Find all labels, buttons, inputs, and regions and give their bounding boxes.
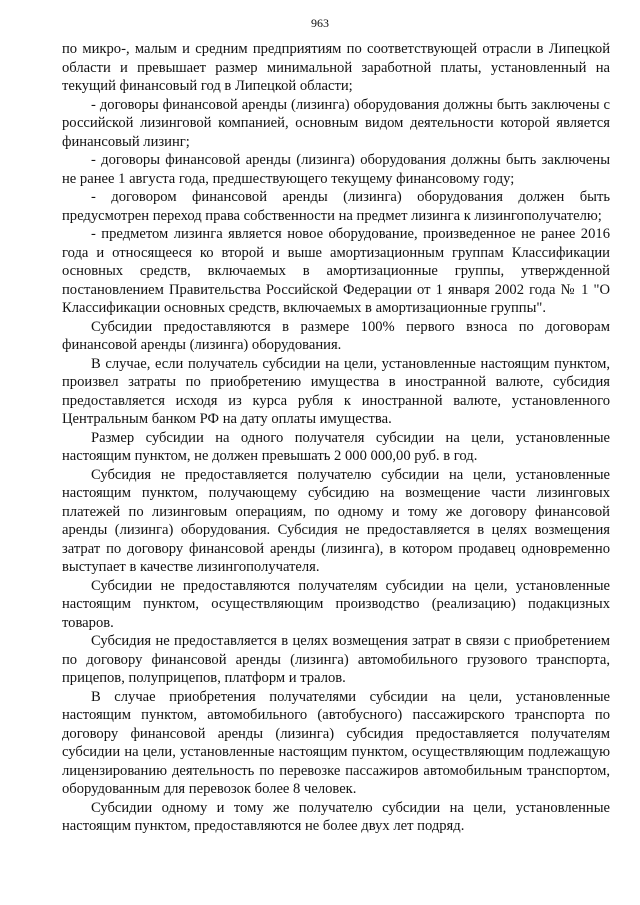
paragraph-max-amount: Размер субсидии на одного получателя субсидии на цели, установленные настоящим пунктом, не должен превышать 2 000 000,00 руб. в год. (62, 429, 610, 464)
paragraph-continuation: по микро-, малым и средним предприятиям по соответствующей отрасли в Липецкой области и превышает размер минимальной заработной платы, установленный на текущий финансовый год в Липецкой области; (62, 41, 610, 94)
paragraph-passenger-transport: В случае приобретения получателями субсидии на цели, установленные настоящим пунктом, автомобильного (автобусного) пассажирского транспорта по договору финансовой аренды (лизинга) субсидия предоставляется получателям субсидии на цели, установленные настоящим пунктом, осуществляющим подлежащую лицензированию деятельность по перевозке пассажиров автомобильным транспортом, оборудованным для перевозок более 8 человек. (62, 688, 610, 797)
list-item-contract-date: - договоры финансовой аренды (лизинга) оборудования должны быть заключены не ранее 1 августа года, предшествующего текущему финансовому году; (62, 152, 610, 187)
list-item-ownership-transfer: - договором финансовой аренды (лизинга) оборудования должен быть предусмотрен переход права собственности на предмет лизинга к лизингополучателю; (62, 189, 610, 224)
paragraph-foreign-currency: В случае, если получатель субсидии на цели, установленные настоящим пунктом, произвел затраты по приобретению имущества в иностранной валюте, субсидия предоставляется исходя из курса рубля к иностранной валюте, установленного Центральным банком РФ на дату оплаты имущества. (62, 355, 610, 427)
paragraph-excise-goods: Субсидии не предоставляются получателям субсидии на цели, установленные настоящим пунктом, осуществляющим производство (реализацию) подакцизных товаров. (62, 577, 610, 631)
document-body (62, 40, 610, 836)
paragraph-subsidy-size: Субсидии предоставляются в размере 100% первого взноса по договорам финансовой аренды (лизинга) оборудования. (62, 318, 610, 353)
page-number: 963 (311, 16, 329, 30)
paragraph-two-years-limit: Субсидии одному и тому же получателю субсидии на цели, установленные настоящим пунктом, предоставляются не более двух лет подряд. (62, 799, 610, 834)
paragraph-freight-transport: Субсидия не предоставляется в целях возмещения затрат в связи с приобретением по договору финансовой аренды (лизинга) автомобильного грузового транспорта, прицепов, полуприцепов, платформ и тралов. (62, 633, 610, 686)
list-item-new-equipment: - предметом лизинга является новое оборудование, произведенное не ранее 2016 года и относящееся ко второй и выше амортизационным группам Классификации основных средств, включаемых в амортизационные группы, утвержденной постановлением Правительства Российской Федерации от 1 января 2002 года № 1 "О Классификации основных средств, включаемых в амортизационные группы". (62, 226, 610, 316)
list-item-lessor-requirement: - договоры финансовой аренды (лизинга) оборудования должны быть заключены с российской лизинговой компанией, основным видом деятельности которой является финансовый лизинг; (62, 96, 610, 150)
paragraph-no-double-subsidy: Субсидия не предоставляется получателю субсидии на цели, установленные настоящим пунктом, получающему субсидию на возмещение части лизинговых платежей по лизинговым операциям, по одному и тому же договору финансовой аренды (лизинга) оборудования. Субсидия не предоставляется в целях возмещения затрат по договору финансовой аренды (лизинга), в котором продавец одновременно выступает в качестве лизингополучателя. (62, 466, 610, 575)
